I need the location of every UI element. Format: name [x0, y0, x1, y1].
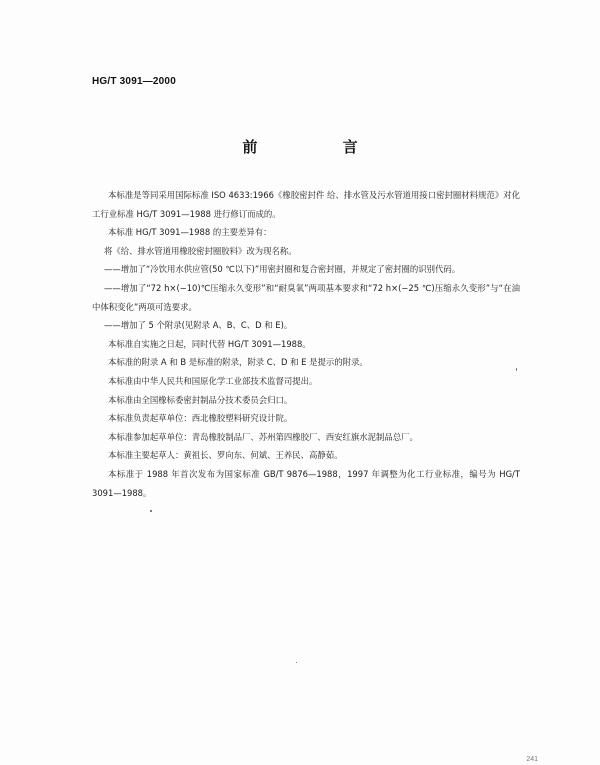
foreword-body [92, 186, 520, 502]
paragraph-added-seals: ——增加了“冷饮用水供应管(50 ℃以下)”用密封圈和复合密封圈，并规定了密封圈的识别代码。 [104, 264, 461, 275]
paragraph-annex-types: 本标准的附录 A 和 B 是标准的附录，附录 C、D 和 E 是提示的附录。 [108, 357, 368, 368]
paragraph-replaces: 本标准自实施之日起，同时代替 HG/T 3091—1988。 [108, 338, 311, 349]
paragraph-adoption: 本标准是等同采用国际标准 ISO 4633:1966《橡胶密封件 给、排水管及污水管道用接口密封圈材料规范》对化工行业标准 HG/T 3091—1988 进行修订而成的。 [92, 190, 520, 219]
paragraph-proposed-by: 本标准由中华人民共和国原化学工业部技术监督司提出。 [108, 375, 318, 386]
scan-speck [296, 662, 297, 663]
paragraph-main-drafters: 本标准主要起草人：黄祖长、罗向东、何斌、王养民、高静茹。 [108, 450, 343, 461]
paragraph-centralized-by: 本标准由全国橡标委密封制品分技术委员会归口。 [108, 394, 293, 405]
paragraph-added-requirements: ——增加了“72 h×(−10)℃压缩永久变形”和“耐臭氧”两项基本要求和“72 h×(−25 ℃)压缩永久变形”与“在油中体积变化”两项可选要求。 [92, 282, 520, 312]
paragraph-lead-drafter: 本标准负责起草单位：西北橡胶塑料研究设计院。 [108, 413, 293, 424]
page-title: 前 言 [242, 138, 398, 156]
paragraph-differences-intro: 本标准 HG/T 3091—1988 的主要差异有： [108, 227, 272, 238]
page-number: 241 [526, 756, 538, 763]
paragraph-rename: 将《给、排水管道用橡胶密封圈胶料》改为现名称。 [104, 245, 297, 256]
paragraph-participating-drafters: 本标准参加起草单位：青岛橡胶制品厂、苏州第四橡胶厂、西安红旗水泥制品总厂。 [108, 431, 418, 442]
standard-code: HG/T 3091—2000 [92, 76, 176, 87]
scan-speck [516, 368, 517, 371]
scan-speck [150, 510, 152, 512]
paragraph-added-annexes: ——增加了 5 个附录(见附录 A、B、C、D 和 E)。 [104, 320, 293, 331]
paragraph-history: 本标准于 1988 年首次发布为国家标准 GB/T 9876—1988，1997 年调整为化工行业标准，编号为 HG/T 3091—1988。 [92, 468, 520, 498]
